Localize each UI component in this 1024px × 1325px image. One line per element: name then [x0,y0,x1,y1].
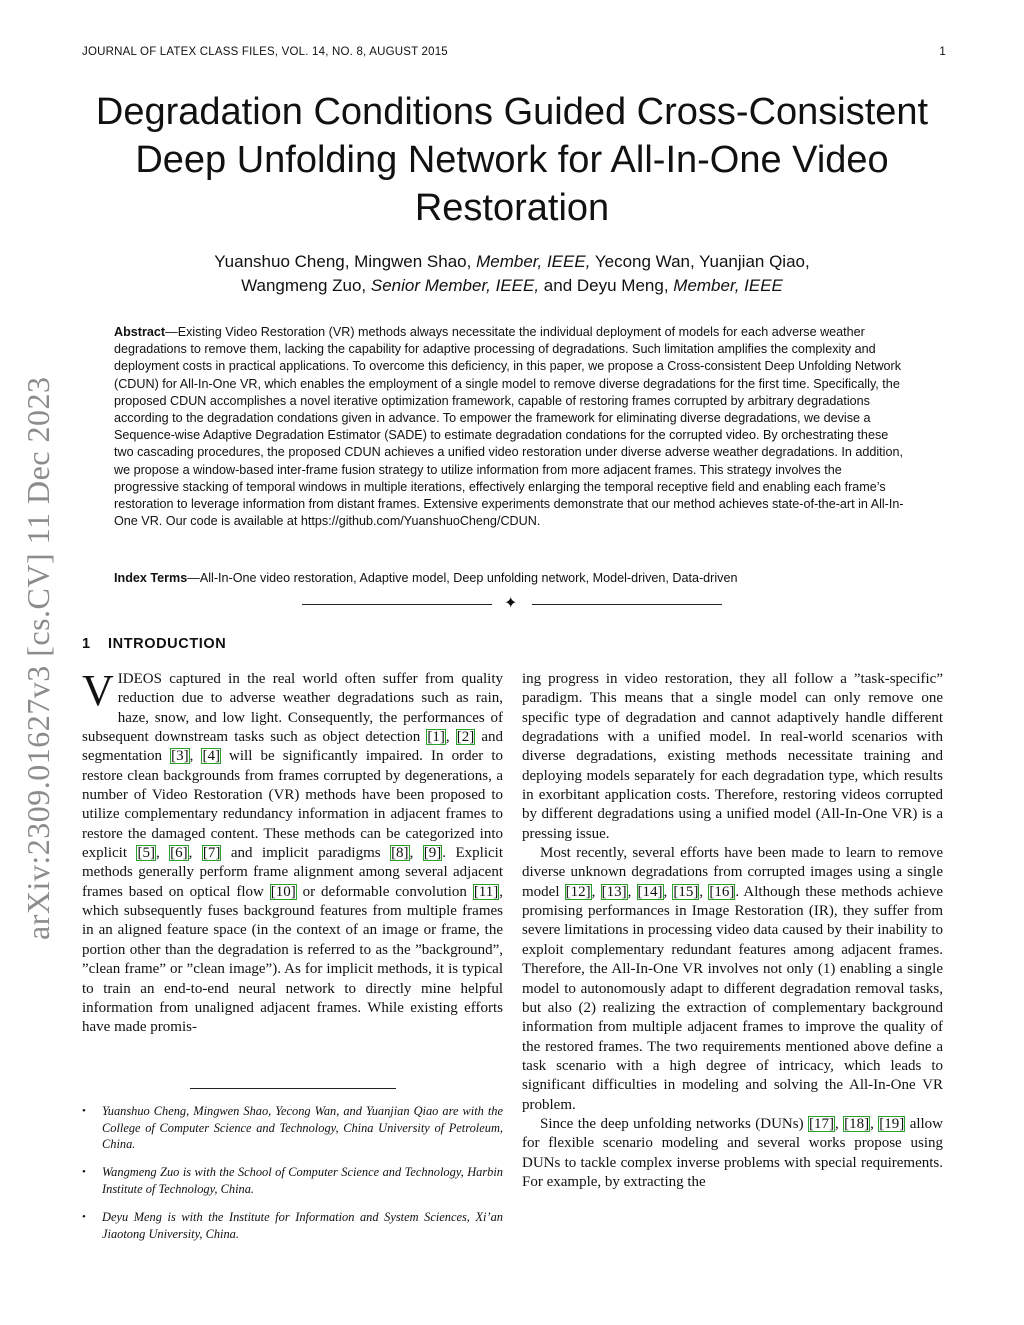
citation-link[interactable]: [4] [202,748,220,765]
left-column [82,666,504,1038]
citation-link[interactable]: [16] [709,883,735,900]
author-affiliation-title: Member, IEEE [673,276,783,295]
separator-line-left [302,604,492,605]
body-text: . Explicit methods generally perform frame alignment among several adjacent frames based on optical flow [82,845,503,900]
section-number: 1 [82,636,91,652]
dropcap: V [82,666,114,715]
separator-line-right [532,604,722,605]
citation-link[interactable]: [1] [427,729,445,746]
body-text: and segmentation [82,729,503,765]
body-text: captured in the real world often suffer from quality reduction due to adverse weather degradations such as rain, haze, snow, and low light. Consequently, the performances of subsequent downstream tasks such as object detection [82,671,503,746]
index-terms-text: —All-In-One video restoration, Adaptive model, Deep unfolding network, Model-driven, Data-driven [187,571,738,585]
author-names: Yecong Wan, Yuanjian Qiao, [590,252,810,271]
index-terms [114,570,910,587]
body-text: , [189,748,202,765]
body-text: , [188,845,202,862]
body-text: , [627,883,637,900]
right-column [522,670,943,1192]
body-text: , [409,845,423,862]
author-names: Yuanshuo Cheng, Mingwen Shao, [214,252,477,271]
body-text: Most recently, several efforts have been made to learn to remove diverse unknown degradations from corrupted images using a single model [522,845,943,900]
footnote-affiliation-2 [82,1164,503,1197]
body-text: , which subsequently fuses background features from multiple frames in an aligned feature space (in the context of an image or frame, the portion other than the degradation is referred to as the ”background”, ”clean frame” or ”clean image”). As for implicit methods, it is typical to train an end-to-end neural network to directly mine helpful information from unaligned adjacent frames. While existing efforts have made promis- [82,883,503,1036]
arxiv-stamp: arXiv:2309.01627v3 [cs.CV] 11 Dec 2023 [20,376,56,940]
body-text: , [699,883,709,900]
body-text: or deformable convolution [296,883,473,900]
body-text: Since the deep unfolding networks (DUNs) [540,1115,808,1132]
body-text: , [591,883,601,900]
abstract-label: Abstract [114,325,166,339]
footnote-affiliation-3 [82,1209,503,1242]
citation-link[interactable]: [3] [171,748,189,765]
body-text: allow for flexible scenario modeling and several works propose using DUNs to tackle complex inverse problems with special requirements. For example, by extracting the [522,1115,944,1190]
intro-paragraph-2: ing progress in video restoration, they all follow a ”task-specific” paradigm. This means that a single model can only remove one specific type of degradation and cannot adaptively handle different degradations with a unified model. In real-world scenarios with diverse degradations, existing methods necessitate training and deploying models separately for each degradation type, which results in exorbitant application costs. Therefore, restoring videos corrupted by different degradations using a unified model (All-In-One VR) is a pressing issue. [522,671,943,842]
footnote-text: Wangmeng Zuo is with the School of Computer Science and Technology, Harbin Institute of Technology, China. [102,1165,503,1196]
abstract [114,324,910,530]
citation-link[interactable]: [6] [170,845,188,862]
body-text: and implicit paradigms [221,845,391,862]
body-text: , [155,845,170,862]
citation-link[interactable]: [12] [565,883,591,900]
intro-paragraph-4 [522,1115,943,1192]
author-names: Wangmeng Zuo, [241,276,371,295]
body-text: , [663,883,673,900]
body-text: will be significantly impaired. In order to restore clean backgrounds from frames corrupted by degenerations, a number of Video Restoration (VR) methods have been proposed to utilize complementary redundancy information in adjacent frames to restore the damaged content. These methods can be categorized into explicit [82,748,504,862]
author-list [82,250,942,298]
author-line-1 [82,250,942,274]
paper-title: Degradation Conditions Guided Cross-Consistent Deep Unfolding Network for All-In-One Video Restoration [95,91,929,229]
intro-paragraph-1 [82,666,504,1038]
footnote-rule [190,1088,396,1089]
author-affiliation-title: Senior Member, IEEE, [370,276,540,295]
section-separator [302,596,722,612]
abstract-text: —Existing Video Restoration (VR) methods always necessitate the individual deployment of models for each adverse weather degradations to remove them, lacking the capability for adaptive processing of degradations. Such limitation amplifies the complexity and deployment costs in practical applications. To overcome this deficiency, in this paper, we propose a Cross-consistent Deep Unfolding Network (CDUN) for All-In-One VR, which enables the employment of a single model to remove diverse degradations for the first time. Specifically, the proposed CDUN accomplishes a novel iterative optimization framework, capable of restoring frames corrupted by arbitrary degradations according to the degradation condations given in advance. To empower the framework for eliminating diverse degradations, we devise a Sequence-wise Adaptive Degradation Estimator (SADE) to estimate degradation condations for the corrupted video. By orchestrating these two cascading procedures, the proposed CDUN achieves a unified video restoration under diverse adverse weather degradations. In addition, we propose a window-based inter-frame fusion strategy to utilize information from more adjacent frames. This strategy involves the progressive stacking of temporal windows in multiple iterations, effectively enlarging the temporal receptive field and enabling each frame’s restoration to leverage information from distant frames. Extensive experiments demonstrate that our method achieves state-of-the-art in All-In-One VR. Our code is available at https://github.com/YuanshuoCheng/CDUN. [114,325,904,529]
body-text: , [445,729,456,746]
citation-link[interactable]: [5] [137,845,155,862]
citation-link[interactable]: [15] [673,883,699,900]
bullet-icon: • [82,1166,86,1178]
footnote-text: Yuanshuo Cheng, Mingwen Shao, Yecong Wan, and Yuanjian Qiao are with the College of Computer Science and Technology, China University of Petroleum, China. [102,1104,503,1151]
citation-link[interactable]: [19] [879,1115,905,1132]
body-text: . Although these methods achieve promising performances in Image Restoration (IR), they suffer from severe limitations in processing video data caused by their inability to exploit complementary redundant features among adjacent frames. Therefore, the All-In-One VR involves not only (1) enabling a single model to autonomously adapt to different degradation removal tasks, but also (2) realizing the extraction of complementary background information from multiple adjacent frames to improve the quality of the restored frames. The two requirements mentioned above define a task scenario with a high degree of intricacy, which leads to significant difficulties in modeling and solving the All-In-One VR problem. [522,883,944,1113]
author-line-2 [82,274,942,298]
footnote-text: Deyu Meng is with the Institute for Information and System Sciences, Xi’an Jiaotong University, China. [102,1210,503,1241]
journal-header: JOURNAL OF LATEX CLASS FILES, VOL. 14, NO. 8, AUGUST 2015 [82,46,448,58]
citation-link[interactable]: [10] [270,883,296,900]
citation-link[interactable]: [2] [456,729,475,746]
running-header [82,46,946,58]
citation-link[interactable]: [7] [202,845,221,862]
citation-link[interactable]: [17] [808,1115,834,1132]
intro-paragraph-3 [522,844,943,1115]
body-text: , [870,1115,879,1132]
bullet-icon: • [82,1211,86,1223]
separator-diamond-icon: ✦ [504,595,518,612]
citation-link[interactable]: [9] [423,845,442,862]
footnote-affiliation-1 [82,1103,503,1153]
section-heading [82,636,226,652]
citation-link[interactable]: [14] [637,883,663,900]
author-affiliation-title: Member, IEEE, [476,252,591,271]
lead-smallcaps: IDEOS [117,671,162,687]
section-title: INTRODUCTION [108,636,227,652]
citation-link[interactable]: [13] [601,883,627,900]
citation-link[interactable]: [18] [844,1115,870,1132]
citation-link[interactable]: [11] [473,883,499,900]
index-terms-label: Index Terms [114,571,188,585]
citation-link[interactable]: [8] [391,845,409,862]
page-number: 1 [939,46,946,58]
bullet-icon: • [82,1105,86,1117]
author-names: and Deyu Meng, [539,276,674,295]
body-text: , [834,1115,844,1132]
